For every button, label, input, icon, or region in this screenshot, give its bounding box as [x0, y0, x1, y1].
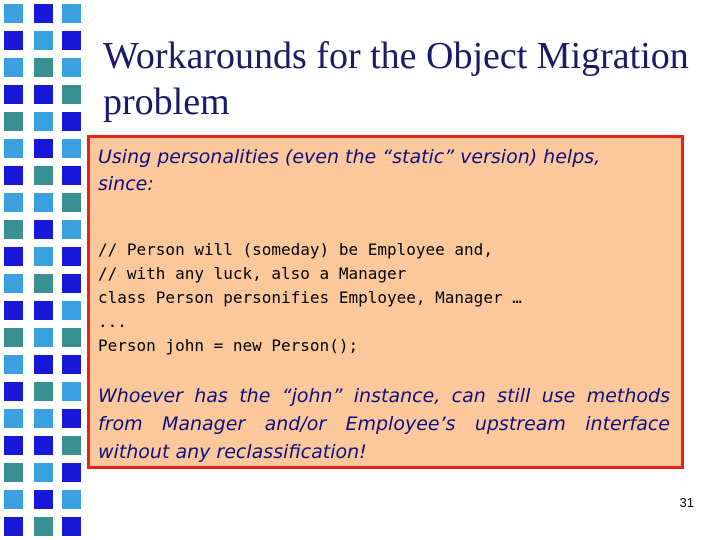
slide-title: Workarounds for the Object Migration problem	[103, 35, 689, 123]
mosaic-tile	[62, 463, 81, 482]
mosaic-tile	[4, 85, 23, 104]
code-block	[98, 238, 678, 358]
mosaic-tile	[62, 4, 81, 23]
mosaic-tile	[4, 220, 23, 239]
mosaic-tile	[34, 463, 53, 482]
mosaic-tile	[62, 31, 81, 50]
mosaic-tile	[34, 220, 53, 239]
mosaic-tile	[4, 490, 23, 509]
mosaic-tile	[34, 4, 53, 23]
mosaic-tile	[34, 328, 53, 347]
mosaic-tile	[4, 301, 23, 320]
code-line: class Person personifies Employee, Manager …	[98, 288, 522, 307]
mosaic-tile	[62, 139, 81, 158]
mosaic-tile	[34, 436, 53, 455]
mosaic-tile	[62, 436, 81, 455]
mosaic-tile	[34, 58, 53, 77]
mosaic-tile	[4, 247, 23, 266]
mosaic-tile	[62, 409, 81, 428]
mosaic-tile	[62, 112, 81, 131]
mosaic-tile	[4, 139, 23, 158]
mosaic-tile	[62, 85, 81, 104]
mosaic-tile	[62, 247, 81, 266]
mosaic-tile	[34, 274, 53, 293]
mosaic-tile	[34, 166, 53, 185]
outro-text: Whoever has the “john” instance, can still use methods from Manager and/or Employee’s upstream interface without any reclassification!	[98, 385, 670, 463]
mosaic-tile	[4, 382, 23, 401]
mosaic-tile	[4, 58, 23, 77]
mosaic-tile	[34, 85, 53, 104]
mosaic-tile	[4, 409, 23, 428]
code-line: ...	[98, 312, 127, 331]
mosaic-tile	[62, 328, 81, 347]
mosaic-tile	[62, 301, 81, 320]
mosaic-tile	[62, 274, 81, 293]
mosaic-tile	[62, 382, 81, 401]
mosaic-tile	[4, 166, 23, 185]
mosaic-tile	[62, 58, 81, 77]
mosaic-tile	[34, 301, 53, 320]
mosaic-tile	[4, 112, 23, 131]
mosaic-tile	[34, 355, 53, 374]
mosaic-tile	[4, 463, 23, 482]
mosaic-tile	[34, 112, 53, 131]
mosaic-tile	[4, 274, 23, 293]
mosaic-tile	[34, 409, 53, 428]
mosaic-tile	[34, 31, 53, 50]
mosaic-tile	[4, 31, 23, 50]
mosaic-tile	[4, 4, 23, 23]
mosaic-tile	[4, 436, 23, 455]
mosaic-tile	[34, 382, 53, 401]
mosaic-tile	[34, 139, 53, 158]
mosaic-tile	[62, 517, 81, 536]
content-box	[87, 135, 684, 469]
mosaic-tile	[62, 193, 81, 212]
mosaic-tile	[62, 355, 81, 374]
mosaic-tile	[34, 517, 53, 536]
mosaic-tile	[34, 247, 53, 266]
code-line: Person john = new Person();	[98, 336, 359, 355]
mosaic-tile	[62, 220, 81, 239]
mosaic-tile	[4, 193, 23, 212]
decorative-mosaic-stripe	[0, 0, 86, 540]
page-number: 31	[679, 495, 694, 510]
intro-text: Using personalities (even the “static” version) helps, since:	[98, 146, 601, 195]
mosaic-tile	[34, 490, 53, 509]
code-line: // Person will (someday) be Employee and,	[98, 240, 493, 259]
code-line: // with any luck, also a Manager	[98, 264, 407, 283]
mosaic-tile	[62, 166, 81, 185]
mosaic-tile	[4, 517, 23, 536]
mosaic-tile	[4, 355, 23, 374]
mosaic-tile	[62, 490, 81, 509]
mosaic-tile	[4, 328, 23, 347]
mosaic-tile	[34, 193, 53, 212]
